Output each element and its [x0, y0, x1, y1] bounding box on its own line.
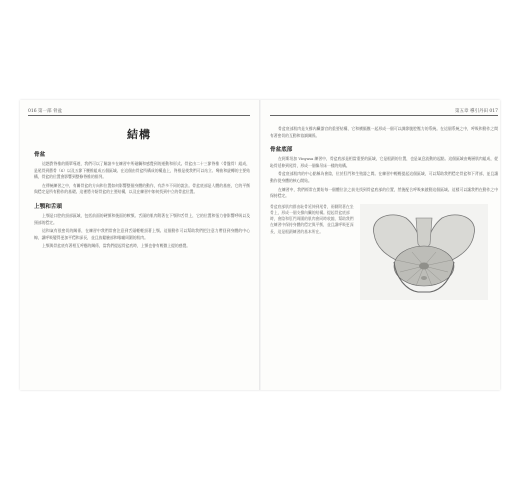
section-heading: 骨盆: [34, 152, 46, 158]
paragraph: 在阿斯坦加 Vinyasa 練習中，骨盆底部是相當重要的區域，它是根鎖的位置，也是氣息流動的起點。這個區域由幾層肌肉組成，從恥骨延伸到尾骨，形成一個像吊床一樣的結構。: [270, 156, 498, 168]
figure-caption: 骨盆底部肌肉群由恥骨延伸到尾骨，兩側附著在坐骨上，形成一個支撐內臟的結構。提起骨盆底部時，會陰和肛門周圍的肌肉會同時收縮，幫助我們在練習中保持身體的穩定與平衡，並且讓呼吸更深長，這是根鎖練習的基本所在。: [270, 203, 354, 234]
paragraph: 骨盆底部肌肉的中心點稱為會陰，位於肛門和生殖器之間。在練習中輕輕提起這個區域，可以幫助我們穩定骨盆和下背部，並且讓動作從身體的核心開始。: [270, 171, 498, 183]
pelvis-illustration-icon: [360, 204, 488, 300]
paragraph: 上顎與骨盆底有著相互呼應的關係，當我們提起骨盆底時，上顎也會有輕微上提的感覺。: [42, 243, 191, 249]
paragraph: 在練習中，我們經常在開始每一個體位法之前先找到骨盆底部的位置，然後配合呼吸來啟動這個區域。這樣可以讓我們在動作之中保持穩定。: [270, 186, 498, 199]
section-heading: 上顎和舌頭: [34, 203, 62, 210]
left-page: [28, 108, 250, 252]
section-heading: 骨盆底部: [270, 147, 293, 154]
right-page: [270, 108, 498, 300]
right-running-head: [270, 108, 498, 116]
paragraph: 這和氣有很密切的關係，在練習中我們常會注意到舌頭輕輕頂著上顎。這個動作可以幫助我們把注意力帶回到身體的中心線，讓呼吸變得更加平穩和深長，並且放鬆臉部和喉嚨周圍的肌肉。: [34, 228, 250, 240]
chapter-title: 結構: [127, 128, 151, 141]
figure-block: [270, 204, 498, 300]
left-running-head-text: 016 第一部 骨盆: [28, 109, 62, 114]
paragraph: 這趟對脊椎的簡單導遊，我們可以了解諸多在練習中所碰觸和感覺到的運動和形式。骨盆由二十三節脊椎（骨盤骨）組成，是尾骨到薦骨（S）以及五節下腰椎組成五個區域。在這個由骨盆所構成的構造上，脊椎是使我們可以站立、彎曲和旋轉的主要結構，骨盆的位置會影響到整條脊椎的排列。: [34, 161, 250, 180]
paragraph: 在傳統練習之中，有關骨盆的方向和位置如何影響整個身體的動作，有許多不同的說法。骨盆底部是人體的基座，它的平衡與穩定是所有動作的基礎。這裡將介紹骨盆的主要結構，以及在練習中如何找到中立的骨盆位置。: [34, 182, 250, 195]
left-running-head: [28, 108, 250, 116]
right-running-head-text: 第五章 導引丹田 017: [455, 109, 498, 114]
intro-paragraph: 骨盆底部肌肉是支撐內臟器官的重要結構，它和橫膈膜一起形成一個可以調節腹腔壓力的系統。在這個系統之中，呼吸和動作之間有著密切的互動和協調關係。: [270, 126, 498, 138]
paragraph: 上顎是口腔的頂部區域，包括前面的硬顎和後面的軟顎。舌頭的肌肉附著在下顎和舌骨上，它的位置和張力會影響呼吸以及頸部的穩定。: [34, 212, 250, 225]
book-gutter: [259, 100, 261, 390]
